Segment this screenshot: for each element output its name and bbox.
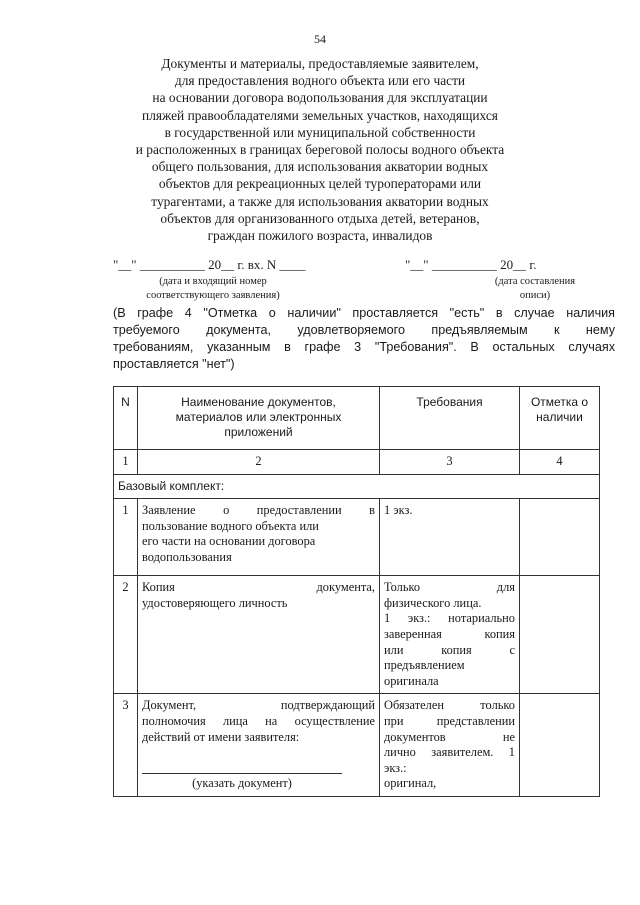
title-line: пляжей правообладателями земельных участков, находящихся	[142, 107, 498, 123]
note-line: (дата составления	[494, 276, 576, 287]
availability-mark	[520, 499, 600, 576]
document-name	[138, 499, 380, 576]
inventory-date-note	[470, 275, 600, 303]
header-number: N	[114, 387, 138, 450]
text-line: документов не	[384, 729, 515, 744]
table-row	[114, 576, 600, 694]
table-header-row	[114, 387, 600, 450]
text-line: предъявлением	[384, 658, 465, 673]
header-name	[138, 387, 380, 450]
header-line: Отметка о	[530, 395, 589, 409]
section-label: Базовый комплект:	[114, 474, 600, 499]
instruction-paragraph	[113, 305, 615, 373]
section-row	[114, 474, 600, 499]
text-line: пользование водного объекта или	[142, 518, 319, 533]
header-availability	[520, 387, 600, 450]
note-line: (дата и входящий номер	[159, 276, 267, 287]
row-number: 3	[114, 694, 138, 797]
availability-mark	[520, 694, 600, 797]
instruction-line: требованиям, указанным в графе 3 "Требования". В остальных случаях	[113, 340, 615, 354]
text-line: Документ, подтверждающий	[142, 698, 375, 713]
header-line: приложений	[224, 425, 293, 439]
incoming-registration-line: "__" __________ 20__ г. вх. N ____	[113, 257, 306, 272]
title-line: объектов для организованного отдыха детей, ветеранов,	[160, 210, 480, 226]
text-line: 1 экз.	[384, 503, 413, 518]
text-line: действий от имени заявителя:	[142, 729, 300, 744]
requirements	[380, 499, 520, 576]
title-line: турагентами, а также для использования акватории водных	[151, 193, 489, 209]
row-number: 1	[114, 499, 138, 576]
instruction-line: проставляется "нет")	[113, 357, 235, 371]
text-line: Копия документа,	[142, 580, 375, 595]
text-line: физического лица.	[384, 595, 482, 610]
title-line: в государственной или муниципальной собственности	[164, 124, 476, 140]
inventory-date-line: "__" __________ 20__ г.	[405, 257, 537, 272]
table-row	[114, 694, 600, 797]
availability-mark	[520, 576, 600, 694]
text-line: водопользования	[142, 549, 232, 564]
text-line: удостоверяющего личность	[142, 595, 288, 610]
title-line: общего пользования, для использования акватории водных	[151, 159, 489, 175]
text-line: оригинала	[384, 673, 439, 688]
text-line: его части на основании договора	[142, 534, 316, 549]
note-line: описи)	[519, 290, 551, 301]
text-line: или копия с	[384, 642, 515, 657]
document-title	[60, 55, 580, 244]
text-line: Только для	[384, 580, 515, 595]
text-line: лично заявителем. 1	[384, 745, 515, 760]
page-number: 54	[314, 32, 326, 46]
column-numbers-row	[114, 450, 600, 475]
note-line: соответствующего заявления)	[146, 290, 280, 301]
column-number: 4	[520, 450, 600, 475]
requirements	[380, 694, 520, 797]
text-line: 1 экз.: нотариально	[384, 611, 515, 626]
text-line: при представлении	[384, 713, 515, 728]
document-name	[138, 694, 380, 797]
column-number: 3	[380, 450, 520, 475]
signature-caption: (указать документ)	[192, 776, 292, 791]
table-row	[114, 499, 600, 576]
requirements	[380, 576, 520, 694]
text-line: заверенная копия	[384, 626, 515, 641]
column-number: 1	[114, 450, 138, 475]
title-line: Документы и материалы, предоставляемые заявителем,	[161, 56, 479, 71]
column-number: 2	[138, 450, 380, 475]
text-line: Заявление о предоставлении в	[142, 503, 375, 518]
header-requirements: Требования	[380, 387, 520, 450]
signature-blank-line	[142, 751, 342, 774]
instruction-line: (В графе 4 "Отметка о наличии" проставляется "есть" в случае наличия	[113, 306, 615, 320]
title-line: на основании договора водопользования для эксплуатации	[152, 90, 488, 106]
text-line: Обязателен только	[384, 698, 515, 713]
documents-table	[113, 386, 600, 797]
text-line: полномочия лица на осуществление	[142, 713, 375, 728]
header-line: материалов или электронных	[175, 410, 342, 424]
incoming-registration-note	[113, 275, 313, 303]
title-line: и расположенных в границах береговой полосы водного объекта	[135, 142, 505, 158]
row-number: 2	[114, 576, 138, 694]
document-name	[138, 576, 380, 694]
instruction-line: требуемого документа, удовлетворяемого предъявляемым к нему	[113, 323, 615, 337]
header-line: Наименование документов,	[181, 395, 336, 409]
title-line: граждан пожилого возраста, инвалидов	[207, 228, 433, 244]
title-line: для предоставления водного объекта или его части	[174, 73, 466, 89]
text-line: оригинал,	[384, 776, 437, 791]
title-line: объектов для рекреационных целей туроператорами или	[158, 176, 482, 192]
header-line: наличии	[536, 410, 583, 424]
text-line: экз.:	[384, 760, 407, 775]
